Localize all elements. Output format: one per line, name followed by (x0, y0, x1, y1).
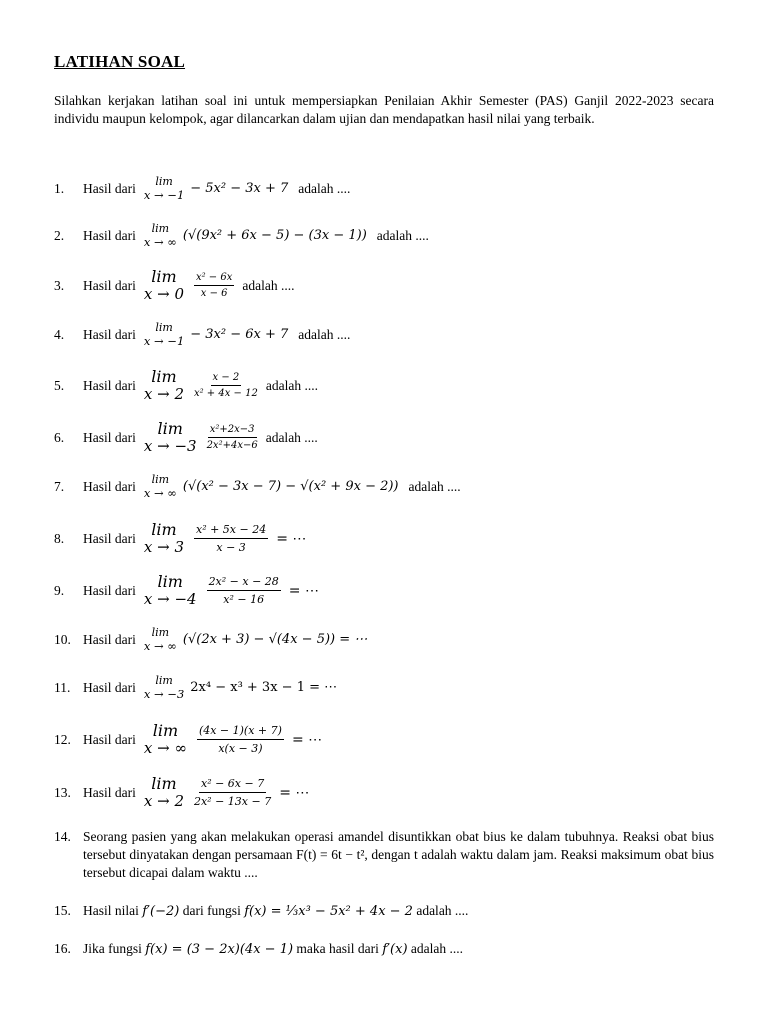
denominator: 2x² − 13x − 7 (193, 795, 272, 809)
limit-notation (144, 223, 177, 249)
question-tail: adalah .... (410, 941, 464, 956)
question-12 (54, 722, 322, 758)
limit-notation (144, 775, 184, 811)
question-tail: adalah .... (408, 478, 461, 494)
limit-notation (144, 176, 184, 202)
question-prefix: Hasil dari (83, 582, 136, 598)
limit-approach: x → −1 (143, 333, 185, 348)
question-tail: = ⋯ (288, 582, 319, 599)
question-prefix: Hasil dari (83, 784, 136, 800)
limit-notation (144, 420, 197, 456)
numerator: x² − 6x − 7 (199, 777, 266, 793)
limit-word: lim (155, 674, 173, 687)
question-prefix: Hasil dari (83, 326, 136, 342)
question-number: 2. (54, 227, 65, 243)
question-prefix: Hasil dari (83, 180, 136, 196)
question-number: 15. (54, 903, 71, 918)
question-8 (54, 521, 306, 557)
question-text: maka hasil dari (296, 941, 379, 956)
question-number: 4. (54, 326, 65, 342)
question-text: Jika fungsi (83, 941, 142, 956)
limit-word: lim (151, 473, 170, 486)
limit-word: lim (155, 175, 173, 188)
denominator: x − 6 (200, 288, 228, 300)
question-number: 11. (54, 679, 71, 695)
numerator: x²+2x−3 (208, 424, 257, 438)
question-text: dari fungsi (182, 903, 241, 918)
limit-approach: x → −1 (143, 187, 185, 202)
limit-notation (144, 322, 184, 348)
limit-notation (144, 675, 184, 701)
denominator: x − 3 (216, 541, 246, 555)
question-number: 16. (54, 941, 71, 956)
derivative-expression: f′(x) (382, 941, 408, 957)
question-number: 12. (54, 731, 71, 747)
question-prefix: Hasil dari (83, 377, 136, 393)
limit-expression: (√(x² − 3x − 7) − √(x² + 9x − 2)) (182, 479, 399, 495)
question-number: 1. (54, 180, 65, 196)
question-text: Seorang pasien yang akan melakukan operasi amandel disuntikkan obat bius ke dalam tubuhnya. Reaksi obat bius tersebut dinyatakan dengan persamaan F(t) = 6t − t², dengan t adalah waktu dalam jam. Reaksi maksimum obat bius tersebut dicapai dalam waktu .... (83, 829, 714, 880)
question-number: 3. (54, 277, 65, 293)
limit-expression: 2x⁴ − x³ + 3x − 1 = ⋯ (190, 680, 338, 696)
question-tail: adalah .... (265, 429, 318, 445)
fraction (194, 372, 258, 399)
question-number: 6. (54, 429, 65, 445)
question-text: Hasil nilai (83, 903, 139, 918)
function-expression: f(x) = (3 − 2x)(4x − 1) (145, 941, 294, 957)
limit-word: lim (151, 222, 170, 235)
question-tail: = ⋯ (291, 731, 323, 748)
numerator: x − 2 (211, 372, 242, 386)
limit-word: lim (157, 572, 183, 591)
numerator: 2x² − x − 28 (207, 575, 281, 591)
limit-word: lim (151, 520, 177, 539)
numerator: (4x − 1)(x + 7) (197, 724, 284, 740)
question-tail: adalah .... (298, 326, 351, 342)
limit-approach: x → ∞ (143, 638, 177, 653)
question-prefix: Hasil dari (83, 530, 136, 546)
limit-expression: − 5x² − 3x + 7 (190, 181, 289, 197)
question-13 (54, 775, 309, 811)
question-prefix: Hasil dari (83, 429, 136, 445)
question-3 (54, 268, 294, 304)
question-10 (54, 627, 373, 653)
denominator: x² − 16 (223, 593, 265, 607)
question-tail: adalah .... (265, 377, 318, 393)
question-number: 10. (54, 631, 71, 647)
question-number: 8. (54, 530, 65, 546)
fraction (194, 777, 271, 808)
numerator: x² + 5x − 24 (194, 523, 268, 539)
question-prefix: Hasil dari (83, 227, 136, 243)
limit-notation (144, 573, 197, 609)
limit-word: lim (151, 774, 177, 793)
question-prefix: Hasil dari (83, 731, 136, 747)
question-number: 14. (54, 829, 71, 844)
question-5 (54, 368, 318, 404)
limit-approach: x → 2 (143, 385, 184, 404)
limit-notation (144, 368, 184, 404)
limit-approach: x → −3 (143, 686, 185, 701)
question-tail: adalah .... (298, 180, 351, 196)
limit-expression: (√(9x² + 6x − 5) − (3x − 1)) (182, 228, 367, 244)
numerator: x² − 6x (194, 272, 234, 286)
question-number: 13. (54, 784, 71, 800)
fraction (207, 575, 281, 606)
question-tail: adalah .... (416, 903, 469, 918)
limit-word: lim (152, 721, 179, 740)
function-expression: f(x) = ⅓x³ − 5x² + 4x − 2 (244, 903, 413, 919)
fraction (194, 523, 268, 554)
derivative-point: f′(−2) (142, 903, 180, 919)
limit-notation (144, 722, 187, 758)
limit-approach: x → −4 (143, 590, 197, 609)
fraction (207, 424, 258, 451)
denominator: x(x − 3) (218, 742, 263, 756)
question-7 (54, 474, 461, 500)
question-number: 7. (54, 478, 65, 494)
question-number: 9. (54, 582, 65, 598)
limit-notation (144, 627, 177, 653)
question-prefix: Hasil dari (83, 679, 136, 695)
fraction (197, 724, 284, 755)
limit-approach: x → 2 (143, 792, 184, 811)
limit-word: lim (151, 626, 170, 639)
question-prefix: Hasil dari (83, 277, 136, 293)
limit-word: lim (151, 267, 177, 286)
question-2 (54, 223, 429, 249)
question-number: 5. (54, 377, 65, 393)
question-15 (54, 903, 468, 919)
question-prefix: Hasil dari (83, 478, 136, 494)
question-tail: adalah .... (242, 277, 295, 293)
question-6 (54, 420, 318, 456)
question-14 (54, 828, 714, 882)
limit-approach: x → ∞ (143, 739, 187, 758)
limit-approach: x → 3 (143, 538, 184, 557)
limit-notation (144, 474, 177, 500)
question-16 (54, 941, 463, 957)
limit-approach: x → 0 (143, 285, 184, 304)
question-11 (54, 675, 343, 701)
question-tail: adalah .... (376, 227, 429, 243)
denominator: 2x²+4x−6 (206, 440, 258, 452)
limit-word: lim (151, 367, 177, 386)
limit-approach: x → ∞ (143, 485, 177, 500)
question-prefix: Hasil dari (83, 631, 136, 647)
limit-notation (144, 521, 184, 557)
limit-word: lim (155, 321, 173, 334)
limit-approach: x → −3 (143, 437, 197, 456)
question-4 (54, 322, 350, 348)
limit-notation (144, 268, 184, 304)
question-1 (54, 176, 350, 202)
question-9 (54, 573, 319, 609)
limit-expression: − 3x² − 6x + 7 (190, 327, 289, 343)
question-tail: = ⋯ (276, 530, 307, 547)
page-title: LATIHAN SOAL (54, 52, 186, 71)
limit-approach: x → ∞ (143, 234, 177, 249)
limit-word: lim (157, 419, 183, 438)
intro-paragraph: Silahkan kerjakan latihan soal ini untuk mempersiapkan Penilaian Akhir Semester (PAS) Ganjil 2022-2023 secara individu maupun kelompok, agar dilancarkan dalam ujian dan mendapatkan hasil nilai yang terbaik. (54, 93, 714, 126)
question-tail: = ⋯ (279, 784, 310, 801)
fraction (194, 272, 234, 299)
limit-expression: (√(2x + 3) − √(4x − 5)) = ⋯ (182, 632, 368, 648)
denominator: x² + 4x − 12 (193, 388, 258, 400)
